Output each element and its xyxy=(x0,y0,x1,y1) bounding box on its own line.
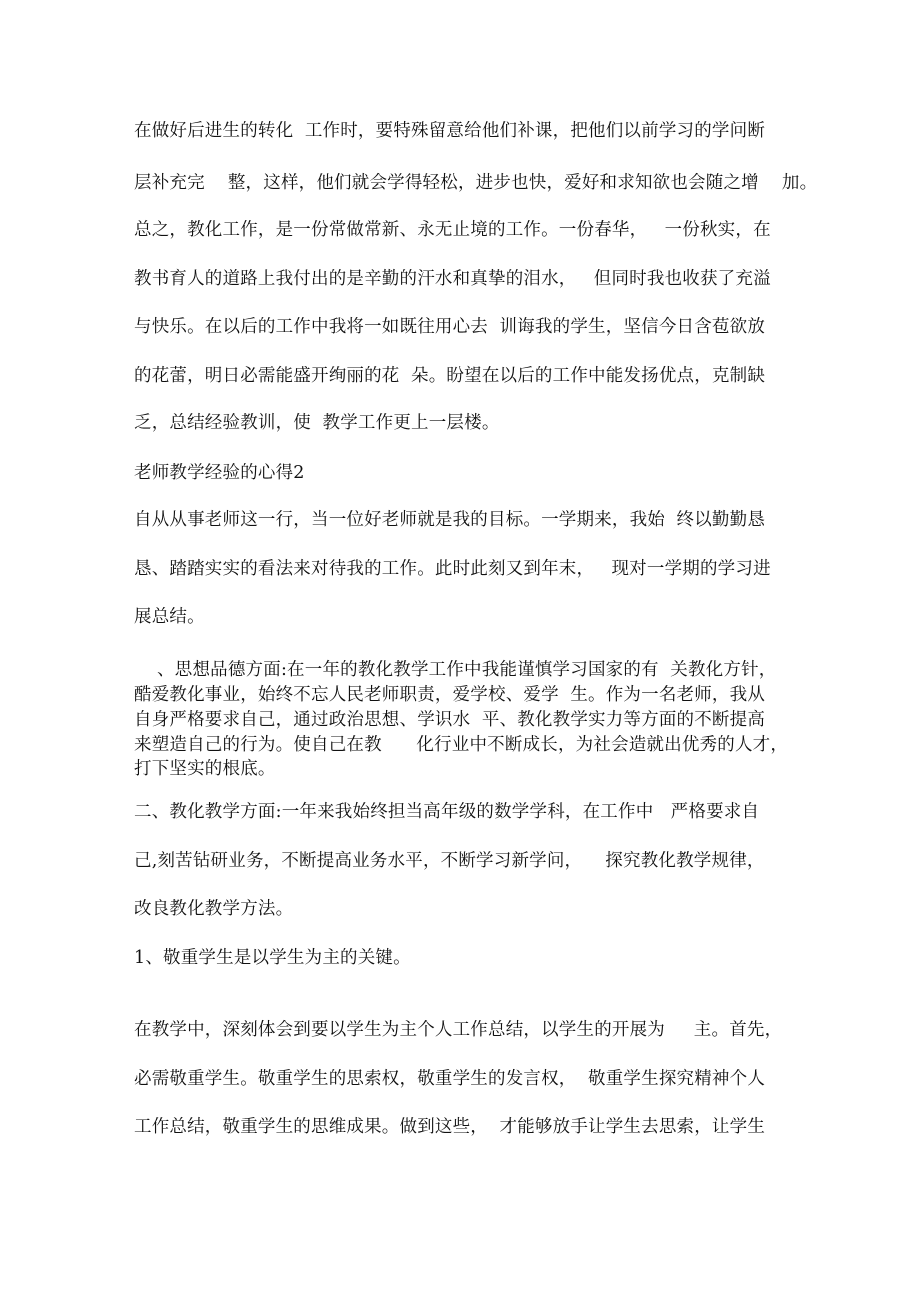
section-heading: 老师教学经验的心得2 xyxy=(134,463,305,483)
text-line-18: 己,刻苦钻研业务，不断提高业务水平，不断学习新学问， 探究教化教学规律， xyxy=(134,851,765,871)
text-line-21: 在教学中，深刻体会到要以学生为主个人工作总结，以学生的开展为 主。首先， xyxy=(134,1020,783,1040)
text-line-5: 与快乐。在以后的工作中我将一如既往用心去 训诲我的学生，坚信今日含苞欲放 xyxy=(134,317,766,337)
text-line-17: 二、教化教学方面:一年来我始终担当高年级的数学学科，在工作中 严格要求自 xyxy=(134,802,760,822)
text-line-1: 在做好后进生的转化 工作时，要特殊留意给他们补课，把他们以前学习的学问断 xyxy=(134,121,766,141)
text-line-9: 自从从事老师这一行，当一位好老师就是我的目标。一学期来，我始 终以勤勤恳 xyxy=(134,510,766,530)
list-item-1-heading: 1、敬重学生是以学生为主的关键。 xyxy=(134,948,411,968)
text-line-10: 恳、踏踏实实的看法来对待我的工作。此时此刻又到年末， 现对一学期的学习进 xyxy=(134,559,771,579)
text-line-2: 层补充完 整，这样，他们就会学得轻松，进步也快，爱好和求知欲也会随之增 加。 xyxy=(134,173,818,193)
text-line-3: 总之，教化工作，是一份常做常新、永无止境的工作。一份春华， 一份秋实，在 xyxy=(134,220,771,240)
text-line-4: 教书育人的道路上我付出的是辛勤的汗水和真挚的泪水， 但同时我也收获了充溢 xyxy=(134,269,771,289)
text-line-7: 乏，总结经验教训，使 教学工作更上一层楼。 xyxy=(134,413,500,433)
text-line-19: 改良教化教学方法。 xyxy=(134,899,294,919)
text-line-23: 工作总结，敬重学生的思维成果。做到这些， 才能够放手让学生去思索，让学生 xyxy=(134,1117,766,1137)
text-line-12: 、思想品德方面:在一年的教化教学工作中我能谨慎学习国家的有 关教化方针， xyxy=(134,660,777,680)
text-line-15: 来塑造自己的行为。使自己在教 化行业中不断成长，为社会造就出优秀的人才， xyxy=(134,735,789,755)
text-line-16: 打下坚实的根底。 xyxy=(134,759,276,779)
text-line-22: 必需敬重学生。敬重学生的思索权，敬重学生的发言权， 敬重学生探究精神个人 xyxy=(134,1069,766,1089)
text-line-13: 酷爱教化事业，始终不忘人民老师职责，爱学校、爱学 生。作为一名老师，我从 xyxy=(134,685,766,705)
text-line-11: 展总结。 xyxy=(134,607,205,627)
text-line-6: 的花蕾，明日必需能盛开绚丽的花 朵。盼望在以后的工作中能发扬优点，克制缺 xyxy=(134,366,766,386)
text-line-14: 自身严格要求自己，通过政治思想、学识水 平、教化教学实力等方面的不断提高 xyxy=(134,710,766,730)
